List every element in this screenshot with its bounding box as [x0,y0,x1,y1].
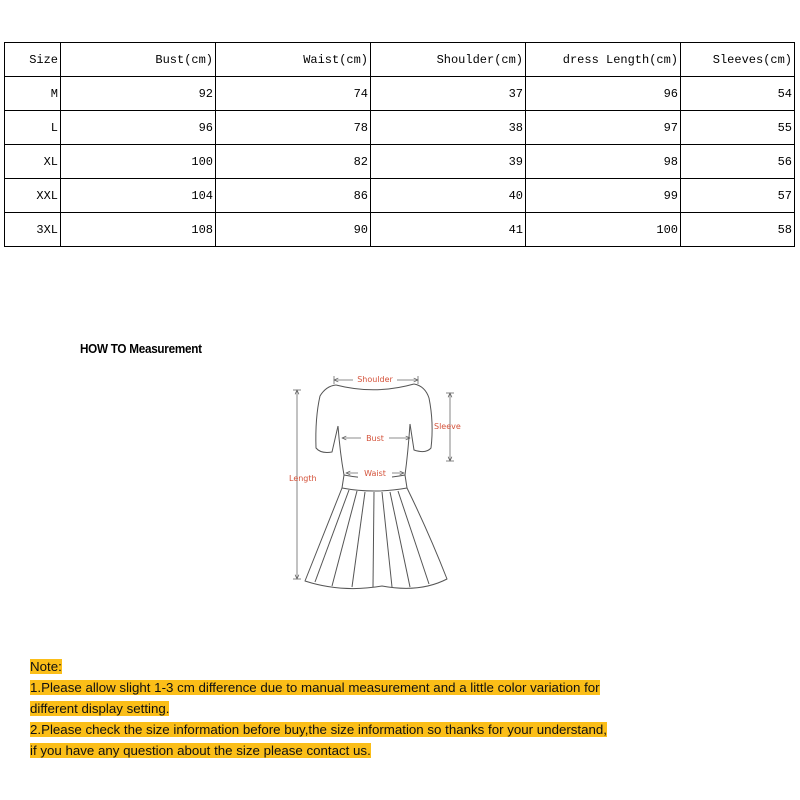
sleeve-label: Sleeve [434,422,461,431]
cell-dress-length: 100 [526,213,681,247]
cell-sleeves: 54 [681,77,795,111]
cell-size: 3XL [5,213,61,247]
cell-shoulder: 37 [371,77,526,111]
cell-sleeves: 58 [681,213,795,247]
cell-waist: 90 [216,213,371,247]
note-line [30,677,670,698]
cell-bust: 92 [61,77,216,111]
table-row [5,213,795,247]
note-block [30,656,670,761]
waist-label: Waist [364,469,386,478]
table-row [5,179,795,213]
cell-size: XL [5,145,61,179]
cell-shoulder: 40 [371,179,526,213]
dress-measurement-diagram [284,368,474,598]
size-chart-table [4,42,795,247]
note-title-line [30,656,670,677]
header-bust: Bust(cm) [61,43,216,77]
cell-waist: 74 [216,77,371,111]
cell-bust: 100 [61,145,216,179]
note-line [30,698,670,719]
note-text: 1.Please allow slight 1-3 cm difference due to manual measurement and a little color variation for [30,680,600,695]
measurement-title: HOW TO Measurement [80,341,202,356]
cell-size: XXL [5,179,61,213]
table-row [5,77,795,111]
cell-dress-length: 97 [526,111,681,145]
dress-outline [305,384,447,589]
cell-bust: 104 [61,179,216,213]
cell-dress-length: 99 [526,179,681,213]
cell-size: L [5,111,61,145]
cell-sleeves: 55 [681,111,795,145]
shoulder-label: Shoulder [357,375,393,384]
table-header-row [5,43,795,77]
table-row [5,145,795,179]
cell-shoulder: 39 [371,145,526,179]
cell-size: M [5,77,61,111]
note-text: 2.Please check the size information before buy,the size information so thanks for your understand, [30,722,608,737]
bust-label: Bust [366,434,384,443]
cell-bust: 108 [61,213,216,247]
note-line [30,719,670,740]
cell-shoulder: 38 [371,111,526,145]
cell-sleeves: 56 [681,145,795,179]
note-text: if you have any question about the size please contact us. [30,743,371,758]
header-sleeves: Sleeves(cm) [681,43,795,77]
header-size: Size [5,43,61,77]
header-waist: Waist(cm) [216,43,371,77]
note-line [30,740,670,761]
cell-sleeves: 57 [681,179,795,213]
cell-dress-length: 96 [526,77,681,111]
table-row [5,111,795,145]
note-text: different display setting. [30,701,170,716]
cell-waist: 86 [216,179,371,213]
header-dress-length: dress Length(cm) [526,43,681,77]
dress-diagram-svg [284,368,474,598]
cell-shoulder: 41 [371,213,526,247]
cell-waist: 78 [216,111,371,145]
cell-bust: 96 [61,111,216,145]
cell-dress-length: 98 [526,145,681,179]
header-shoulder: Shoulder(cm) [371,43,526,77]
cell-waist: 82 [216,145,371,179]
note-title: Note: [30,659,62,674]
length-label: Length [289,474,317,483]
